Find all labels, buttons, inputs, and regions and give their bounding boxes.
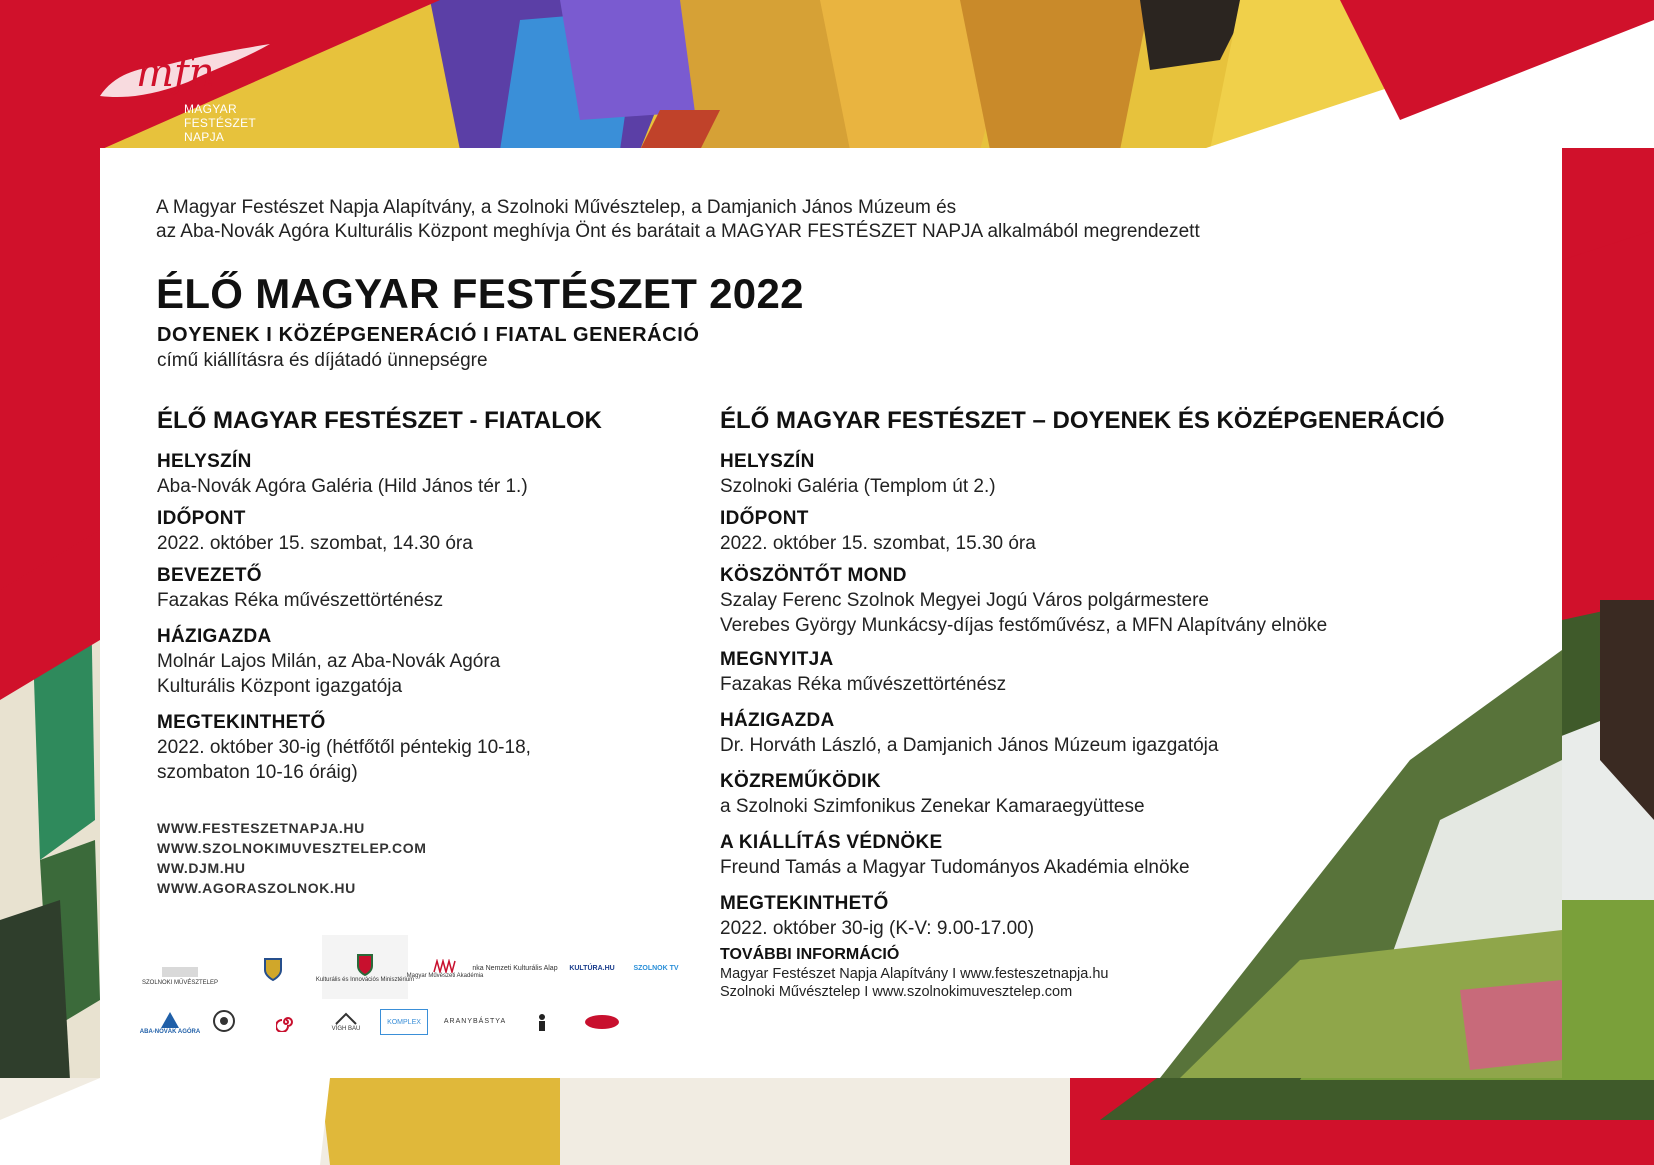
section-label: HÁZIGAZDA <box>157 626 272 647</box>
intro-text <box>156 196 1200 244</box>
right-section-host <box>720 709 1540 758</box>
sponsor-kultura-logo <box>560 953 624 983</box>
figure-icon <box>531 1012 553 1034</box>
section-line: Szolnoki Galéria (Templom út 2.) <box>720 476 996 497</box>
agora-triangle-icon <box>160 1011 180 1029</box>
left-section-intro-speaker <box>157 564 677 613</box>
further-info <box>720 945 1108 1001</box>
left-column <box>157 406 677 793</box>
sponsor-szolnoktv-logo <box>630 953 682 983</box>
section-label: HÁZIGAZDA <box>720 710 835 731</box>
link-szolnokimuvesztelep[interactable]: WWW.SZOLNOKIMUVESZTELEP.COM <box>157 840 427 856</box>
sponsor-round-seal-logo <box>206 1003 242 1039</box>
sponsor-agora-logo <box>139 1003 201 1043</box>
sponsor-nka-logo <box>472 953 558 983</box>
left-section-host <box>157 625 677 699</box>
right-section-patron <box>720 831 1540 880</box>
sponsor-vighbau-logo <box>326 1005 366 1039</box>
section-label: HELYSZÍN <box>157 451 252 472</box>
section-label: IDŐPONT <box>720 508 809 529</box>
hungarian-coat-of-arms-icon <box>355 951 375 977</box>
sponsor-foundation-logo <box>520 1003 564 1043</box>
event-subline: című kiállításra és díjátadó ünnepségre <box>157 350 488 371</box>
badge-icon <box>584 1014 620 1030</box>
sponsor-mma-logo <box>406 943 484 995</box>
szolnoki-muvesztelep-icon <box>160 964 200 980</box>
section-label: A KIÁLLÍTÁS VÉDNÖKE <box>720 832 943 853</box>
section-line: Verebes György Munkácsy-díjas festőművész, a MFN Alapítvány elnöke <box>720 615 1328 636</box>
intro-line-1: A Magyar Festészet Napja Alapítvány, a Szolnoki Művésztelep, a Damjanich János Múzeum és <box>156 197 957 218</box>
sponsor-aranybastya-logo <box>440 1009 510 1033</box>
sponsor-name: ABA-NOVÁK AGÓRA <box>139 1028 201 1035</box>
sponsor-szolnoki-muvesztelep-logo <box>141 955 219 995</box>
section-label: BEVEZETŐ <box>157 565 262 586</box>
section-line: Dr. Horváth László, a Damjanich János Múzeum igazgatója <box>720 735 1219 756</box>
logo-text <box>184 102 312 144</box>
section-label: MEGTEKINTHETŐ <box>157 712 326 733</box>
link-djm[interactable]: WW.DJM.HU <box>157 860 246 876</box>
section-line: Freund Tamás a Magyar Tudományos Akadémia elnöke <box>720 857 1190 878</box>
further-info-line-2: Szolnoki Művésztelep I www.szolnokimuvesztelep.com <box>720 984 1073 1000</box>
intro-line-2: az Aba-Novák Agóra Kulturális Központ meghívja Önt és barátait a MAGYAR FESTÉSZET NAPJA alkalmából megrendezett <box>156 221 1200 242</box>
sponsor-name: ARANYBÁSTYA <box>443 1017 507 1025</box>
left-section-viewable <box>157 711 677 785</box>
section-line: Fazakas Réka művészettörténész <box>157 590 444 611</box>
sponsor-name: SZOLNOK TV <box>633 964 679 972</box>
section-line: a Szolnoki Szimfonikus Zenekar Kamaraegyüttese <box>720 796 1145 817</box>
section-label: MEGNYITJA <box>720 649 834 670</box>
section-line: 2022. október 15. szombat, 14.30 óra <box>157 533 473 554</box>
logo-line-2: NAPJA <box>184 130 225 144</box>
right-section-performers <box>720 770 1540 819</box>
section-label: HELYSZÍN <box>720 451 815 472</box>
right-column-title: ÉLŐ MAGYAR FESTÉSZET – DOYENEK ÉS KÖZÉPGENERÁCIÓ <box>720 407 1445 434</box>
right-section-venue <box>720 450 1540 499</box>
right-section-opening <box>720 648 1540 697</box>
sponsor-ministry-logo <box>315 935 415 999</box>
link-festeszetnapja[interactable]: WWW.FESTESZETNAPJA.HU <box>157 820 365 836</box>
section-line: szombaton 10-16 óráig) <box>157 762 358 783</box>
section-line: Aba-Novák Agóra Galéria (Hild János tér 1.) <box>157 476 528 497</box>
section-label: KÖSZÖNTŐT MOND <box>720 565 907 586</box>
section-line: Fazakas Réka művészettörténész <box>720 674 1007 695</box>
sponsor-name: KOMPLEX <box>387 1018 421 1026</box>
sponsor-name: KULTÚRA.HU <box>569 964 615 972</box>
sponsor-county-logo <box>238 943 308 995</box>
round-seal-icon <box>212 1009 236 1033</box>
further-info-line-1: Magyar Festészet Napja Alapítvány I www.festeszetnapja.hu <box>720 966 1109 982</box>
section-line: 2022. október 15. szombat, 15.30 óra <box>720 533 1036 554</box>
further-info-label: TOVÁBBI INFORMÁCIÓ <box>720 946 900 963</box>
section-label: IDŐPONT <box>157 508 246 529</box>
sponsor-name: Magyar Művészeti Akadémia <box>406 972 484 979</box>
left-section-venue <box>157 450 677 499</box>
logo-mark-text: mfn <box>136 50 215 96</box>
website-links <box>157 818 427 898</box>
right-section-greeting <box>720 564 1540 638</box>
section-line: 2022. október 30-ig (K-V: 9.00-17.00) <box>720 918 1035 939</box>
link-agoraszolnok[interactable]: WWW.AGORASZOLNOK.HU <box>157 880 356 896</box>
logo-line-1: MAGYAR FESTÉSZET <box>184 102 257 130</box>
right-section-viewable <box>720 892 1540 941</box>
right-column <box>720 406 1540 949</box>
mma-icon <box>433 959 457 973</box>
roof-icon <box>334 1012 358 1026</box>
section-label: MEGTEKINTHETŐ <box>720 893 889 914</box>
coat-of-arms-icon <box>262 956 284 982</box>
mfn-logo <box>92 38 312 144</box>
section-line: 2022. október 30-ig (hétfőtől péntekig 10-18, <box>157 737 531 758</box>
sponsor-name: VÍGH BAU <box>331 1025 361 1032</box>
spiral-icon <box>276 1012 296 1032</box>
section-line: Kulturális Központ igazgatója <box>157 676 403 697</box>
section-label: KÖZREMŰKÖDIK <box>720 771 881 792</box>
sponsor-logos <box>139 935 690 1045</box>
left-section-time <box>157 507 677 556</box>
sponsor-name: nka Nemzeti Kulturális Alap <box>472 964 558 972</box>
section-line: Szalay Ferenc Szolnok Megyei Jogú Város polgármestere <box>720 590 1209 611</box>
sponsor-djm-logo <box>258 1005 314 1039</box>
left-column-title: ÉLŐ MAGYAR FESTÉSZET - FIATALOK <box>157 407 602 434</box>
sponsor-muveszellato-logo <box>580 1007 624 1037</box>
event-subtitle: DOYENEK I KÖZÉPGENERÁCIÓ I FIATAL GENERÁCIÓ <box>157 324 700 346</box>
section-line: Molnár Lajos Milán, az Aba-Novák Agóra <box>157 651 501 672</box>
sponsor-name: SZOLNOKI MŰVÉSZTELEP <box>141 979 219 986</box>
mfn-logo-mark <box>92 38 282 108</box>
sponsor-komplex-logo <box>380 1009 428 1035</box>
sponsor-name: Kulturális és Innovációs Minisztérium <box>315 976 415 983</box>
event-title: ÉLŐ MAGYAR FESTÉSZET 2022 <box>156 270 804 317</box>
right-section-time <box>720 507 1540 556</box>
